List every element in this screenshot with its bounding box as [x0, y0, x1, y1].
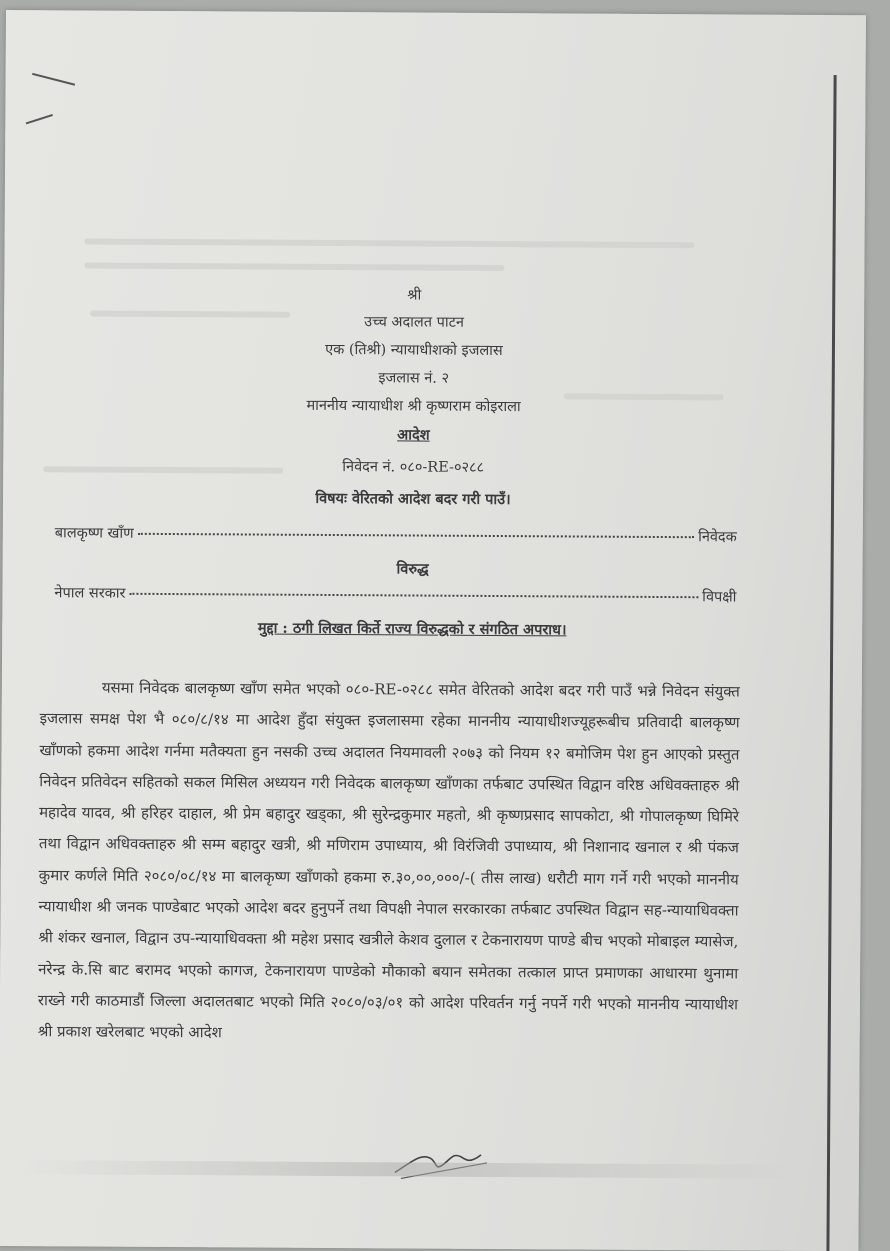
petitioner-name: बालकृष्ण खाँण — [54, 525, 134, 542]
faded-next-line — [19, 1160, 799, 1179]
petitioner-row — [55, 522, 737, 546]
dotted-leader — [129, 593, 698, 598]
bench-title: एक (तिश्री) न्यायाधीशको इजलास — [325, 341, 503, 360]
order-title: आदेश — [397, 426, 430, 444]
bleed-through-line — [85, 238, 695, 248]
stray-mark — [32, 73, 75, 86]
petitioner-role: निवेदक — [698, 529, 737, 546]
stray-mark — [26, 114, 53, 124]
versus-label: विरुद्ध — [396, 560, 429, 578]
document-page — [0, 10, 866, 1251]
dotted-leader — [138, 533, 694, 538]
judge-name: माननीय न्यायाधीश श्री कृष्णराम कोइराला — [306, 397, 521, 416]
respondent-role: विपक्षी — [702, 589, 737, 606]
case-title: मुद्दा : ठगी लिखत किर्ते राज्य विरुद्धको र संगठित अपराध। — [257, 619, 567, 639]
bleed-through-line — [84, 262, 504, 271]
respondent-row — [54, 582, 736, 606]
petition-number: निवेदन नं. ०८०-RE-०२८८ — [342, 459, 485, 476]
courtroom-number: इजलास नं. २ — [378, 370, 450, 387]
respondent-name: नेपाल सरकार — [54, 585, 126, 602]
order-body-paragraph: यसमा निवेदक बालकृष्ण खाँण समेत भएको ०८०-RE-०२८८ समेत वेरितको आदेश बदर गरी पाउँ भन्ने निवेदन संयुक्त इजलास समक्ष पेश भै ०८०/८/१४ मा आदेश हुँदा संयुक्त इजलासमा रहेका माननीय न्यायाधीशज्यूहरूबीच प्रतिवादी बालकृष्ण खाँणको हकमा आदेश गर्नमा मतैक्यता हुन नसकी उच्च अदालत नियमावली २०७३ को नियम १२ बमोजिम पेश हुन आएको प्रस्तुत निवेदन प्रतिवेदन सहितको सकल मिसिल अध्ययन गरी निवेदक बालकृष्ण खाँणका तर्फबाट उपस्थित विद्वान वरिष्ठ अधिवक्ताहरु श्री महादेव यादव, श्री हरिहर दाहाल, श्री प्रेम बहादुर खड्का, श्री सुरेन्द्रकुमार महतो, श्री कृष्णप्रसाद सापकोटा, श्री गोपालकृष्ण घिमिरे तथा विद्वान अधिवक्ताहरु श्री सम्म बहादुर खत्री, श्री मणिराम उपाध्याय, श्री विरंजिवी उपाध्याय, श्री निशानाद खनाल र श्री पंकज कुमार कर्णले मिति २०८०/०८/१४ मा बालकृष्ण खाँणको हकमा रु.३०,००,०००/-( तीस लाख) धरौटी माग गर्ने गरी भएको माननीय न्यायाधीश श्री जनक पाण्डेबाट भएको आदेश बदर हुनुपर्ने तथा विपक्षी नेपाल सरकारका तर्फबाट उपस्थित विद्वान सह-न्यायाधिवक्ता श्री शंकर खनाल, विद्वान उप-न्यायाधिवक्ता श्री महेश प्रसाद खत्रीले केशव दुलाल र टेकनारायण पाण्डे बीच भएको मोबाइल म्यासेज, नरेन्द्र के.सि बाट बरामद भएको कागज, टेकनारायण पाण्डेको मौकाको बयान समेतका तत्काल प्राप्त प्रमाणका आधारमा थुनामा राख्ने गरी काठमाडौं जिल्ला अदालतबाट भएको मिति २०८०/०३/०१ को आदेश परिवर्तन गर्नु नपर्ने गरी भएको माननीय न्यायाधीश श्री प्रकाश खरेलबाट भएको आदेश — [37, 678, 740, 1042]
margin-rule — [826, 75, 836, 1251]
invocation: श्री — [407, 287, 422, 304]
subject-line: विषयः वेरितको आदेश बदर गरी पाउँ। — [315, 489, 511, 509]
court-name: उच्च अदालत पाटन — [364, 314, 465, 331]
